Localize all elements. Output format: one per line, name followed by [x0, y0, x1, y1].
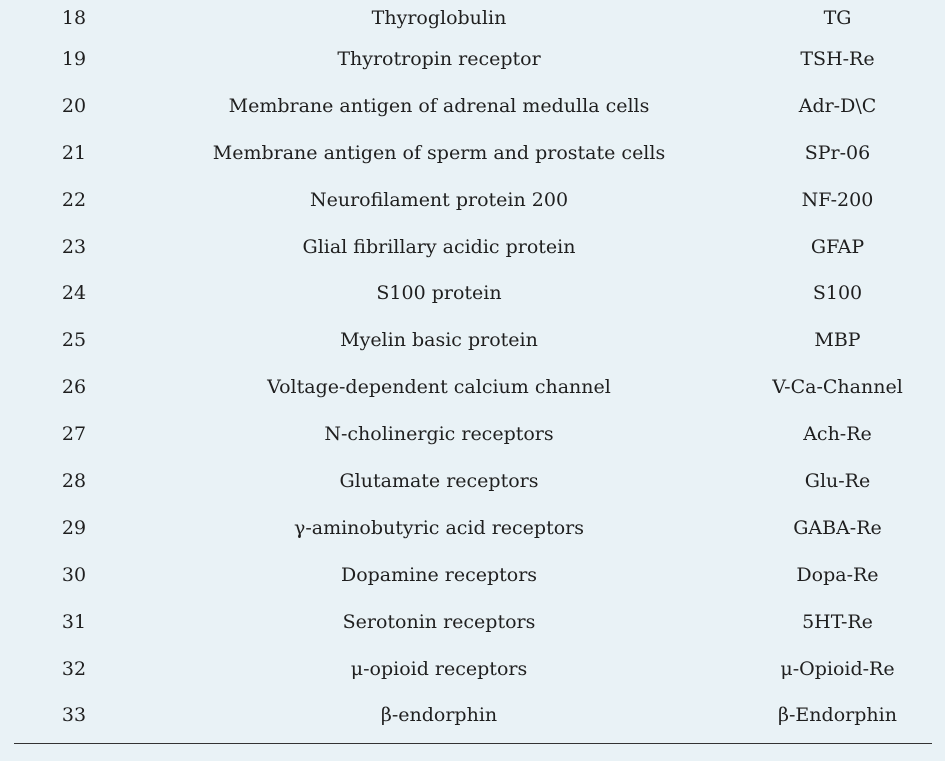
row-number: 33 [61, 704, 87, 727]
table-row [0, 0, 945, 36]
row-number: 26 [61, 376, 87, 399]
row-number: 20 [61, 94, 87, 117]
table-bottom-rule [14, 743, 932, 744]
row-number: 27 [61, 423, 87, 446]
antigen-abbreviation: S100 [812, 282, 863, 305]
row-number: 31 [61, 610, 87, 633]
antigen-abbreviation: GFAP [810, 235, 865, 258]
table-row [0, 552, 945, 599]
row-number: 21 [61, 141, 87, 164]
antigen-abbreviation: Dopa-Re [796, 563, 879, 586]
table-row [0, 177, 945, 224]
table-row [0, 599, 945, 646]
antigen-name: Thyrotropin receptor [337, 47, 541, 70]
table-row [0, 270, 945, 317]
antigen-abbreviation: SPr-06 [804, 141, 871, 164]
antigen-name: Dopamine receptors [340, 563, 538, 586]
table-row [0, 364, 945, 411]
antigen-name: γ-aminobutyric acid receptors [293, 516, 584, 539]
antigen-abbreviation: Adr-D\C [798, 94, 877, 117]
row-number: 28 [61, 469, 87, 492]
row-number: 18 [61, 6, 87, 29]
antigen-abbreviation: 5HT-Re [802, 610, 873, 633]
antigen-abbreviation: V-Ca-Channel [772, 376, 903, 399]
antigen-abbreviation: GABA-Re [793, 516, 882, 539]
table-row [0, 411, 945, 458]
antigen-name: Thyroglobulin [371, 6, 507, 29]
row-number: 30 [61, 563, 87, 586]
antigen-abbreviation: Ach-Re [803, 423, 872, 446]
antigen-abbreviation: β-Endorphin [778, 704, 897, 727]
row-number: 22 [61, 188, 87, 211]
table-row [0, 317, 945, 364]
table-row [0, 458, 945, 505]
row-number: 32 [61, 657, 87, 680]
table-row [0, 36, 945, 83]
table-row [0, 83, 945, 130]
antigen-abbreviation: μ-Opioid-Re [780, 657, 895, 680]
antigen-name: Membrane antigen of sperm and prostate cells [212, 141, 666, 164]
antigen-name: Glutamate receptors [339, 469, 539, 492]
antigen-name: Serotonin receptors [342, 610, 536, 633]
table-row [0, 224, 945, 271]
antigen-name: μ-opioid receptors [350, 657, 528, 680]
antigen-name: Neurofilament protein 200 [309, 188, 569, 211]
antigen-name: β-endorphin [380, 704, 498, 727]
row-number: 23 [61, 235, 87, 258]
antigen-abbreviation: TSH-Re [800, 47, 875, 70]
antigen-name: Voltage-dependent calcium channel [267, 376, 611, 399]
antigen-abbreviation: Glu-Re [804, 469, 871, 492]
antigen-name: Membrane antigen of adrenal medulla cells [228, 94, 650, 117]
antigen-name: Myelin basic protein [340, 329, 538, 352]
antigen-abbreviation: TG [823, 6, 852, 29]
antigen-abbreviation: MBP [814, 329, 861, 352]
row-number: 24 [61, 282, 87, 305]
antigen-name: N-cholinergic receptors [324, 423, 554, 446]
antigen-name: Glial fibrillary acidic protein [302, 235, 576, 258]
antigen-abbreviation: NF-200 [801, 188, 874, 211]
table-row [0, 692, 945, 739]
table-row [0, 130, 945, 177]
antigen-name: S100 protein [376, 282, 502, 305]
table-row [0, 646, 945, 693]
row-number: 29 [61, 516, 87, 539]
table-row [0, 505, 945, 552]
row-number: 19 [61, 47, 87, 70]
row-number: 25 [61, 329, 87, 352]
